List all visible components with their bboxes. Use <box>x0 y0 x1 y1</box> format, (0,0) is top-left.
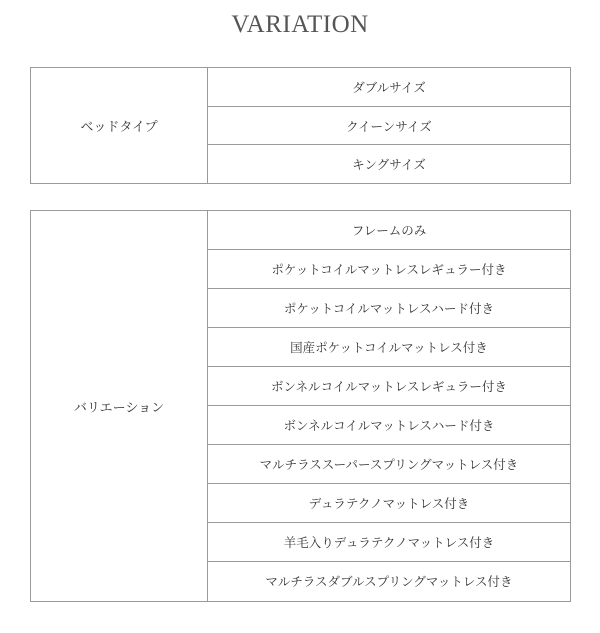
variation-option: フレームのみ <box>351 223 427 238</box>
variation-label: バリエーション <box>31 211 208 601</box>
variation-option: マルチラススーパースプリングマットレス付き <box>208 444 570 483</box>
variation-option: ボンネルコイルマットレスレギュラー付き <box>208 366 570 405</box>
variation-option: 羊毛入りデュラテクノマットレス付き <box>208 522 570 561</box>
bed-type-option-double: ダブルサイズ <box>352 79 426 95</box>
bed-type-table <box>30 67 571 184</box>
variation-option: ボンネルコイルマットレスハード付き <box>208 405 570 444</box>
variation-table <box>30 210 571 602</box>
bed-type-option-king: キングサイズ <box>208 144 570 183</box>
variation-options <box>208 211 570 601</box>
variation-option: マルチラスダブルスプリングマットレス付き <box>208 561 570 600</box>
page-title: VARIATION <box>231 11 369 38</box>
variation-option: ポケットコイルマットレスレギュラー付き <box>208 249 570 288</box>
variation-option: デュラテクノマットレス付き <box>208 483 570 522</box>
variation-option: ポケットコイルマットレスハード付き <box>208 288 570 327</box>
bed-type-option-queen: クイーンサイズ <box>208 106 570 145</box>
bed-type-options <box>208 68 570 183</box>
bed-type-label: ベッドタイプ <box>31 68 208 183</box>
variation-option: 国産ポケットコイルマットレス付き <box>208 327 570 366</box>
